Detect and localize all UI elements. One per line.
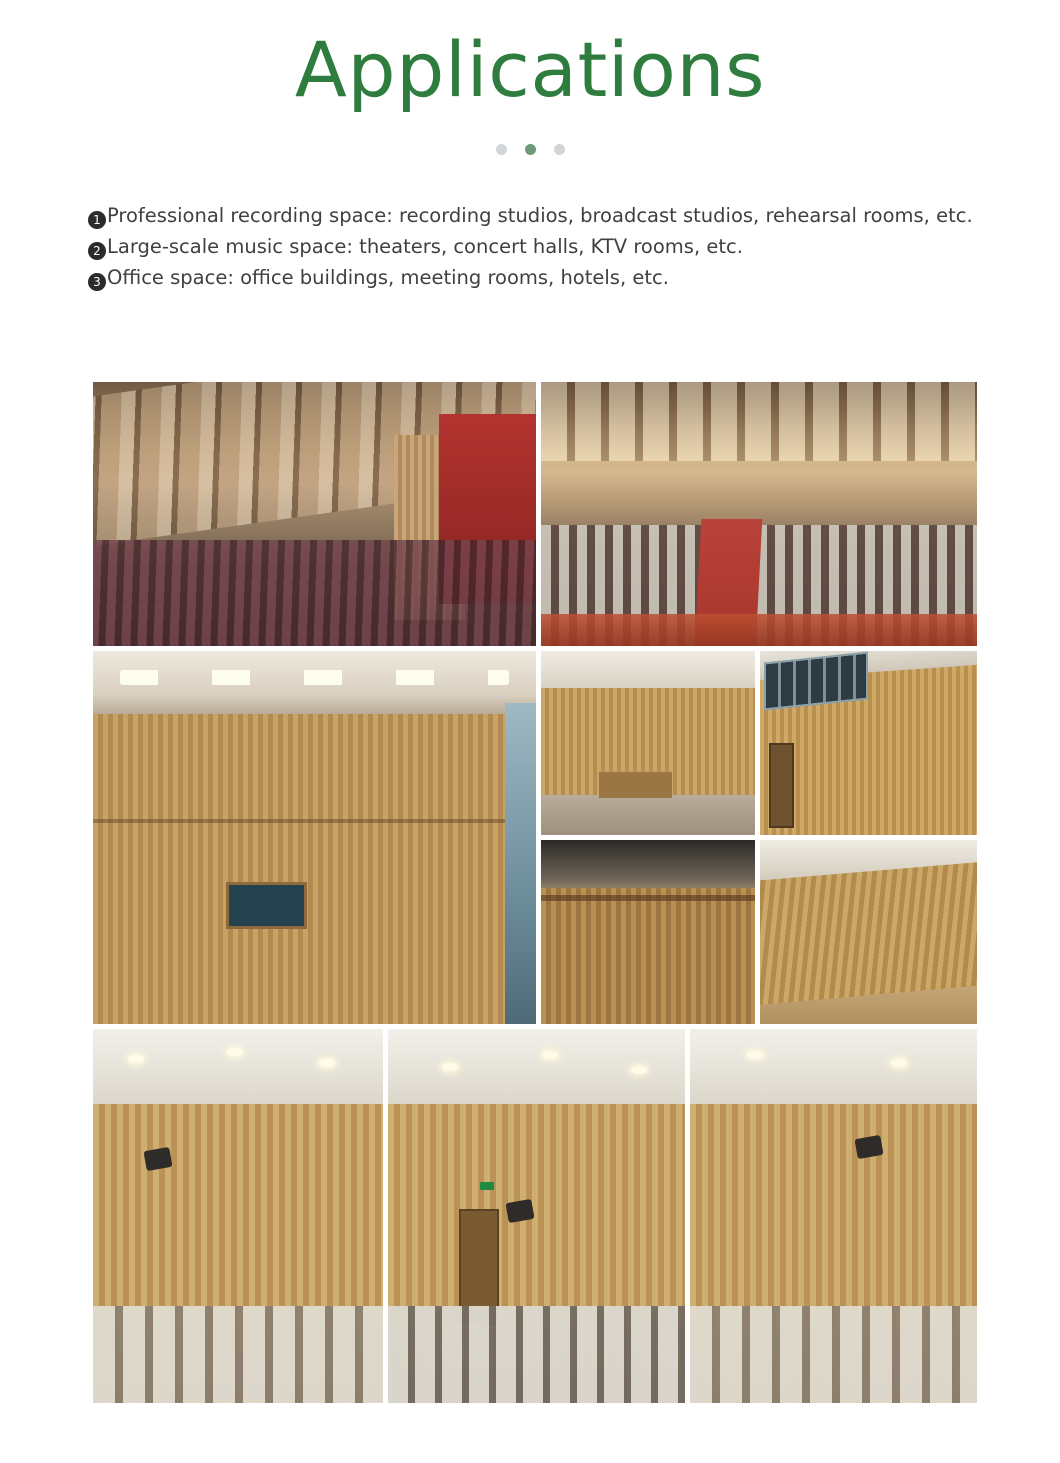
list-item — [88, 262, 1008, 293]
bullet-text: Office space: office buildings, meeting rooms, hotels, etc. — [107, 266, 669, 289]
page-title: Applications — [294, 25, 766, 114]
bullet-text: Large-scale music space: theaters, concert halls, KTV rooms, etc. — [107, 235, 743, 258]
bullet-text: Professional recording space: recording studios, broadcast studios, rehearsal rooms, etc. — [107, 204, 973, 227]
photo-wood-room-with-bench — [541, 651, 755, 835]
gallery-row-3 — [93, 1029, 977, 1403]
photo-large-wood-wall-panel-room — [93, 651, 536, 1024]
bullet-number-icon: 2 — [88, 242, 106, 260]
gallery-row-1 — [93, 382, 977, 646]
photo-dark-wood-lower-wall — [541, 840, 755, 1024]
gallery-cluster — [541, 651, 977, 1024]
pagination-dots[interactable] — [0, 142, 1060, 156]
pagination-dot-1[interactable] — [496, 144, 507, 155]
photo-perspective-wood-corridor — [760, 840, 977, 1024]
list-item — [88, 200, 1008, 231]
pagination-dot-2[interactable] — [525, 144, 536, 155]
pagination-dot-3[interactable] — [554, 144, 565, 155]
image-gallery — [93, 382, 977, 1408]
list-item — [88, 231, 1008, 262]
bullet-list — [88, 200, 1008, 293]
gallery-row-2 — [93, 651, 977, 1024]
photo-corridor-with-windows — [760, 651, 977, 835]
photo-meeting-hall-seats-3 — [690, 1029, 977, 1403]
photo-auditorium-curved-ceiling — [93, 382, 536, 646]
photo-concert-hall-red-carpet — [541, 382, 977, 646]
bullet-number-icon: 3 — [88, 273, 106, 291]
bullet-number-icon: 1 — [88, 211, 106, 229]
photo-meeting-hall-seats-1 — [93, 1029, 383, 1403]
photo-meeting-hall-seats-2 — [388, 1029, 684, 1403]
